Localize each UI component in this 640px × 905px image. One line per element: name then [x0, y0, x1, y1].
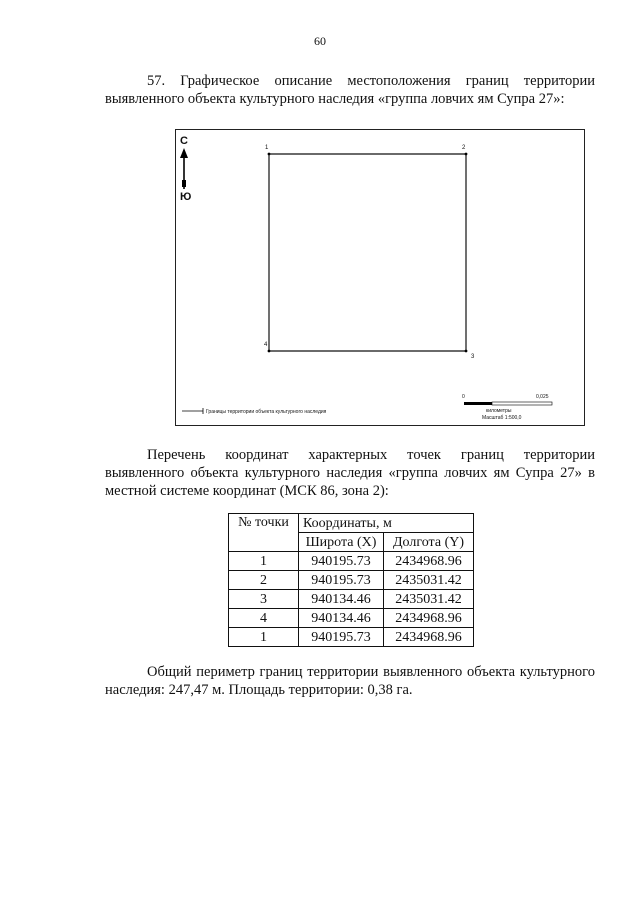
scale-unit: километры	[486, 408, 512, 414]
territory-boundary	[269, 154, 466, 351]
page-number: 60	[314, 34, 326, 48]
south-label: Ю	[180, 191, 192, 203]
north-label: С	[180, 135, 188, 147]
scale-zero: 0	[462, 394, 465, 400]
scale-bar-light	[492, 402, 552, 405]
cell-y: 2434968.96	[384, 628, 474, 647]
north-arrow-head	[180, 148, 188, 158]
cell-x: 940195.73	[299, 628, 384, 647]
header-point: № точки	[229, 514, 299, 552]
coordinates-intro: Перечень координат характерных точек границ территории выявленного объекта культурного наследия «группа ловчих ям Супра 27» в местной системе координат (МСК 86, зона 2):	[105, 447, 595, 499]
point-label-2: 2	[462, 145, 466, 151]
section-heading: 57. Графическое описание местоположения границ территории выявленного объекта культурного наследия «группа ловчих ям Супра 27»:	[105, 73, 595, 107]
cell-y: 2434968.96	[384, 609, 474, 628]
boundary-map	[175, 129, 585, 426]
point-label-3: 3	[471, 354, 475, 360]
table-row	[229, 571, 474, 590]
table-row	[229, 609, 474, 628]
table-header-row	[229, 514, 474, 533]
cell-x: 940134.46	[299, 590, 384, 609]
header-y: Долгота (Y)	[384, 533, 474, 552]
cell-point: 2	[229, 571, 299, 590]
cell-x: 940195.73	[299, 552, 384, 571]
cell-y: 2434968.96	[384, 552, 474, 571]
legend-text: Границы территории объекта культурного наследия	[206, 409, 327, 415]
cell-y: 2435031.42	[384, 590, 474, 609]
table-row	[229, 628, 474, 647]
table-row	[229, 590, 474, 609]
boundary-point-2	[465, 153, 468, 156]
cell-x: 940134.46	[299, 609, 384, 628]
cell-point: 3	[229, 590, 299, 609]
south-arrow-tick	[182, 180, 186, 187]
scale-max: 0,025	[536, 394, 549, 400]
cell-x: 940195.73	[299, 571, 384, 590]
map-drawing	[176, 130, 584, 425]
boundary-point-4	[268, 350, 271, 353]
cell-y: 2435031.42	[384, 571, 474, 590]
point-label-4: 4	[264, 342, 268, 348]
boundary-point-3	[465, 350, 468, 353]
scale-bar-dark	[464, 402, 492, 405]
coordinates-table	[228, 513, 474, 647]
boundary-point-1	[268, 153, 271, 156]
cell-point: 1	[229, 628, 299, 647]
header-x: Широта (X)	[299, 533, 384, 552]
cell-point: 4	[229, 609, 299, 628]
header-coords: Координаты, м	[299, 514, 474, 533]
cell-point: 1	[229, 552, 299, 571]
point-label-1: 1	[265, 145, 269, 151]
perimeter-summary: Общий периметр границ территории выявленного объекта культурного наследия: 247,47 м. Площадь территории: 0,38 га.	[105, 664, 595, 698]
table-row	[229, 552, 474, 571]
scale-ratio: Масштаб 1:500,0	[482, 415, 522, 421]
